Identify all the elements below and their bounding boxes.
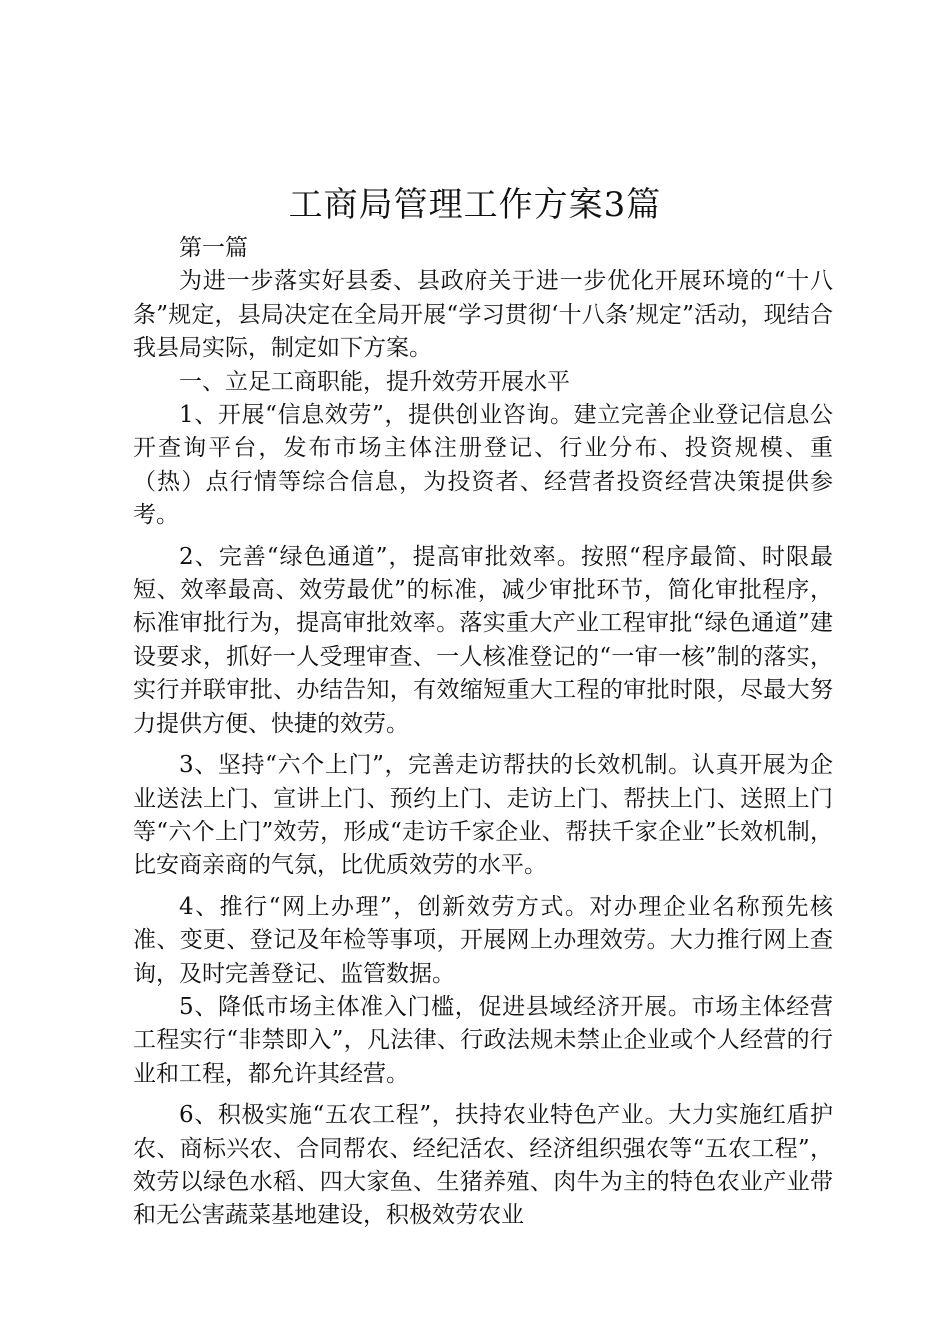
document-body (133, 232, 833, 1233)
item-paragraph-5: 5、降低市场主体准入门槛，促进县域经济开展。市场主体经营工程实行“非禁即入”，凡法律、行政法规未禁止企业或个人经营的行业和工程，都允许其经营。 (133, 993, 833, 1087)
section-heading-one: 一、立足工商职能，提升效劳开展水平 (179, 368, 570, 395)
document-title: 工商局管理工作方案3篇 (288, 185, 662, 225)
item-paragraph-4: 4、推行“网上办理”，创新效劳方式。对办理企业名称预先核准、变更、登记及年检等事项，开展网上办理效劳。大力推行网上查询，及时完善登记、监管数据。 (133, 893, 833, 987)
section-heading-first: 第一篇 (179, 235, 248, 261)
item-paragraph-1: 1、开展“信息效劳”，提供创业咨询。建立完善企业登记信息公开查询平台，发布市场主体注册登记、行业分布、投资规模、重（热）点行情等综合信息，为投资者、经营者投资经营决策提供参考。 (133, 402, 833, 529)
intro-paragraph: 为进一步落实好县委、县政府关于进一步优化开展环境的“十八条”规定，县局决定在全局开展“学习贯彻‘十八条’规定”活动，现结合我县局实际，制定如下方案。 (133, 268, 833, 362)
item-paragraph-2: 2、完善“绿色通道”，提高审批效率。按照“程序最简、时限最短、效率最高、效劳最优”的标准，减少审批环节，简化审批程序，标准审批行为，提高审批效率。落实重大产业工程审批“绿色通道”建设要求，抓好一人受理审查、一人核准登记的“一审一核”制的落实，实行并联审批、办结告知，有效缩短重大工程的审批时限，尽最大努力提供方便、快捷的效劳。 (133, 543, 833, 737)
item-paragraph-6: 6、积极实施“五农工程”，扶持农业特色产业。大力实施红盾护农、商标兴农、合同帮农、经纪活农、经济组织强农等“五农工程”，效劳以绿色水稻、四大家鱼、生猪养殖、肉牛为主的特色农业产业带和无公害蔬菜基地建设，积极效劳农业 (133, 1102, 833, 1229)
item-paragraph-3: 3、坚持“六个上门”，完善走访帮扶的长效机制。认真开展为企业送法上门、宣讲上门、预约上门、走访上门、帮扶上门、送照上门等“六个上门”效劳，形成“走访千家企业、帮扶千家企业”长效机制，比安商亲商的气氛，比优质效劳的水平。 (133, 752, 833, 879)
